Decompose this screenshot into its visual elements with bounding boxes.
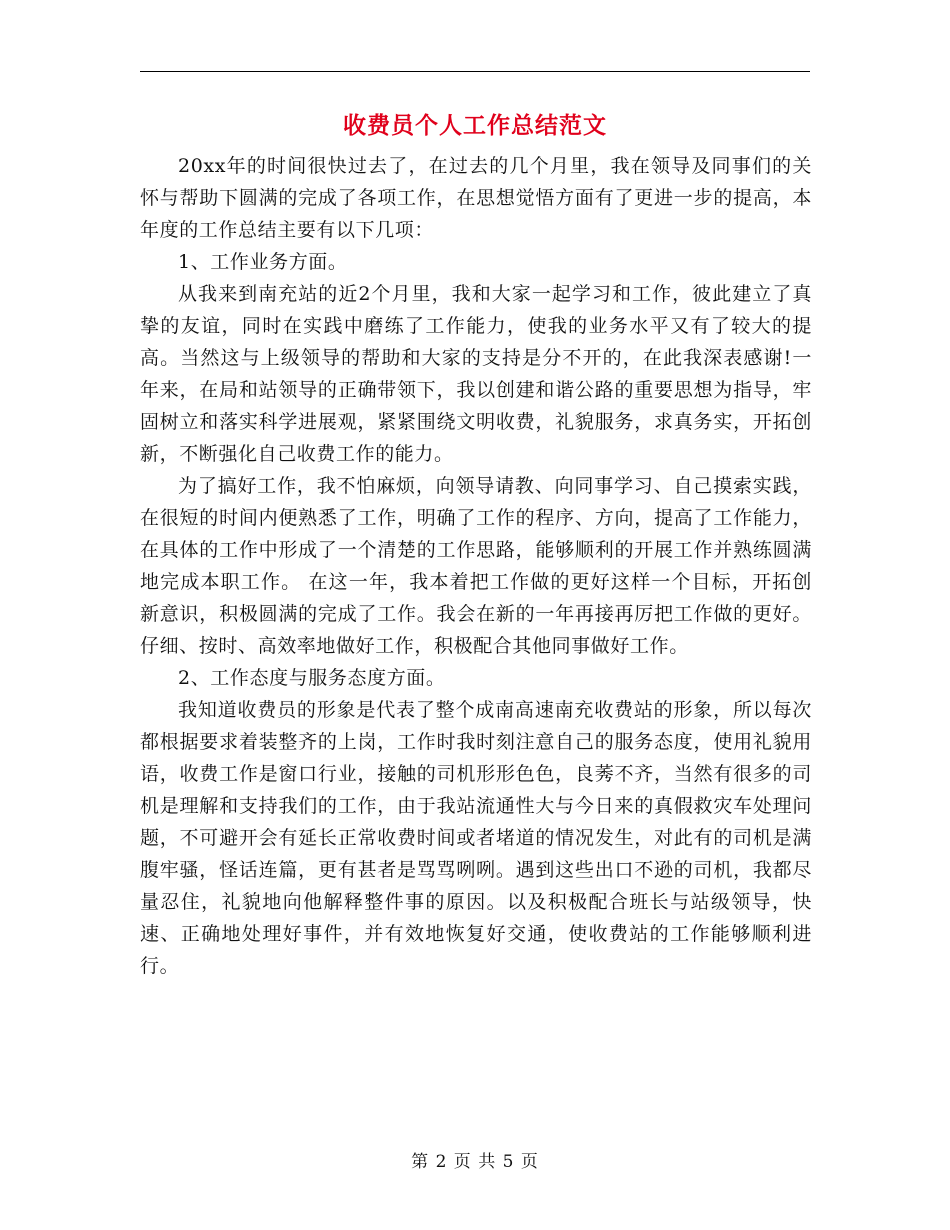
paragraph-business-1: 从我来到南充站的近2个月里，我和大家一起学习和工作，彼此建立了真挚的友谊，同时在实践中磨练了工作能力，使我的业务水平又有了较大的提高。当然这与上级领导的帮助和大家的支持是分不开的，在此我深表感谢!一年来，在局和站领导的正确带领下，我以创建和谐公路的重要思想为指导，牢固树立和落实科学进展观，紧紧围绕文明收费，礼貌服务，求真务实，开拓创新，不断强化自己收费工作的能力。 [140,283,812,465]
header-rule [140,71,810,72]
paragraph-attitude-1: 我知道收费员的形象是代表了整个成南高速南充收费站的形象，所以每次都根据要求着装整齐的上岗，工作时我时刻注意自己的服务态度，使用礼貌用语，收费工作是窗口行业，接触的司机形形色色，良莠不齐，当然有很多的司机是理解和支持我们的工作，由于我站流通性大与今日来的真假救灾车处理问题，不可避开会有延长正常收费时间或者堵道的情况发生，对此有的司机是满腹牢骚，怪话连篇，更有甚者是骂骂咧咧。遇到这些出口不逊的司机，我都尽量忍住，礼貌地向他解释整件事的原因。以及积极配合班长与站级领导，快速、正确地处理好事件，并有效地恢复好交通，使收费站的工作能够顺利进行。 [140,699,812,977]
section-heading-attitude: 2、工作态度与服务态度方面。 [178,667,446,689]
document-body [140,150,812,982]
paragraph-intro: 20xx年的时间很快过去了，在过去的几个月里，我在领导及同事们的关怀与帮助下圆满的完成了各项工作，在思想觉悟方面有了更进一步的提高，本年度的工作总结主要有以下几项： [140,155,812,241]
document-title: 收费员个人工作总结范文 [343,113,607,139]
section-heading-business: 1、工作业务方面。 [178,251,348,273]
page-number-footer: 第 2 页 共 5 页 [411,1152,539,1172]
paragraph-business-2: 为了搞好工作，我不怕麻烦，向领导请教、向同事学习、自己摸索实践，在很短的时间内便熟悉了工作，明确了工作的程序、方向，提高了工作能力，在具体的工作中形成了一个清楚的工作思路，能够顺利的开展工作并熟练圆满地完成本职工作。 在这一年，我本着把工作做的更好这样一个目标，开拓创新意识，积极圆满的完成了工作。我会在新的一年再接再厉把工作做的更好。仔细、按时、高效率地做好工作，积极配合其他同事做好工作。 [140,475,812,657]
